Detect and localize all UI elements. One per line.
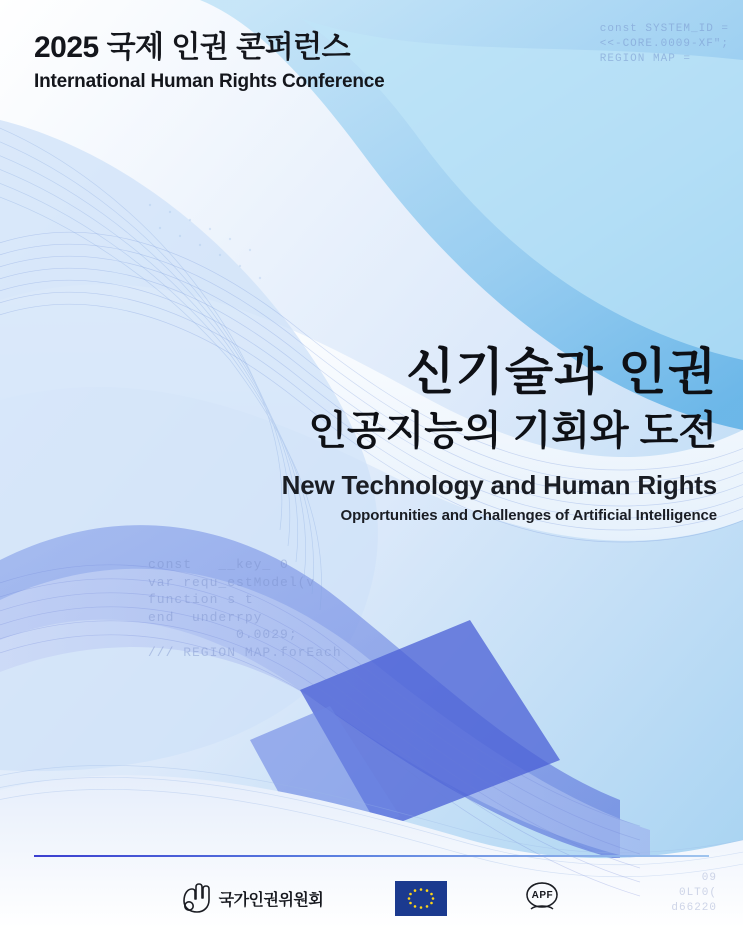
logo-european-union (395, 881, 447, 916)
subtitle-korean: 인공지능의 기회와 도전 (308, 409, 717, 453)
nhrck-label: 국가인권위원회 (218, 891, 324, 909)
apf-label: APF (531, 890, 554, 901)
poster-title-block (282, 344, 717, 524)
poster-header (34, 30, 384, 93)
logo-nhrck (178, 881, 324, 915)
main-title-english: New Technology and Human Rights (281, 470, 717, 500)
footer-divider (34, 855, 709, 857)
background-code-middle: const __key_ 0 var requ_estModel(v function s t end underrpy 0.0029; /// REGION MAP.forEach (148, 557, 342, 660)
background-code-bottom-right: 09 0LT0( d66220 (671, 872, 717, 915)
footer-logos (0, 872, 743, 924)
eu-flag-icon (395, 881, 447, 916)
background-code-top-right: const SYSTEM_ID = <<-CORE.0009-XF"; REGION MAP = (599, 23, 729, 65)
logo-apf (519, 879, 565, 917)
header-title-english: International Human Rights Conference (34, 71, 385, 92)
header-title-korean: 2025 국제 인권 콘퍼런스 (34, 31, 351, 64)
subtitle-english: Opportunities and Challenges of Artificial Intelligence (340, 507, 717, 524)
apf-icon (519, 879, 565, 917)
nhrck-hand-icon (178, 881, 212, 915)
main-title-korean: 신기술과 인권 (406, 344, 717, 400)
